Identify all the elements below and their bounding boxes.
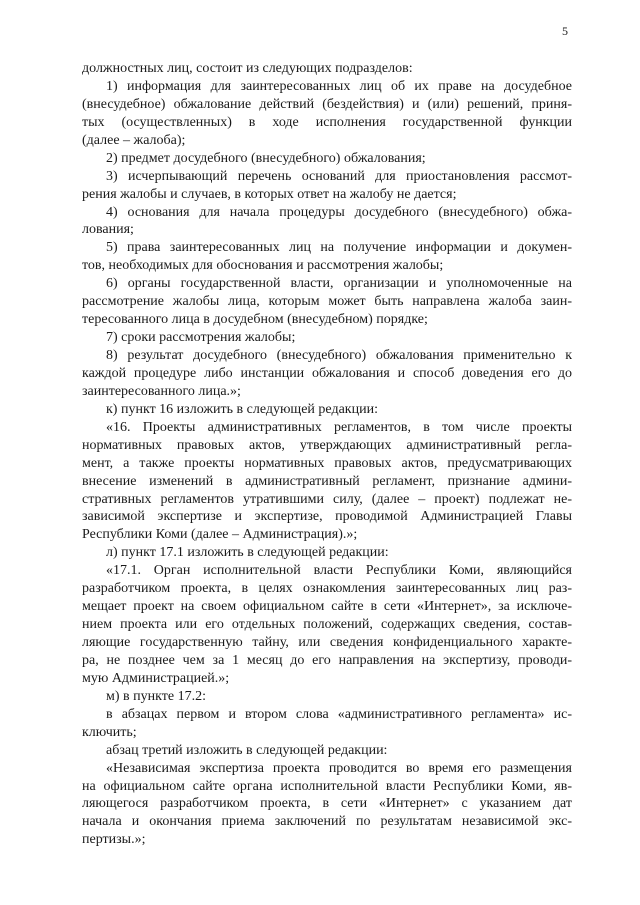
text-line: мент, а также проекты нормативных правовых актов, предусматривающих (82, 455, 572, 471)
text-line: тересованного лица в досудебном (внесудебном) порядке; (82, 312, 428, 328)
text-line: л) пункт 17.1 изложить в следующей редакции: (106, 545, 389, 561)
text-line: 4) основания для начала процедуры досудебного (внесудебного) обжа- (106, 204, 572, 220)
text-line: 3) исчерпывающий перечень оснований для приостановления рассмот- (106, 168, 572, 184)
text-line: абзац третий изложить в следующей редакции: (106, 742, 388, 758)
text-line: (внесудебное) обжалование действий (бездействия) и (или) решений, приня- (82, 96, 572, 112)
document-body (82, 60, 572, 849)
text-line: (далее – жалоба); (82, 132, 186, 148)
text-line: ключить; (82, 724, 137, 740)
text-line: начала и окончания приема заключений по результатам независимой экс- (82, 814, 572, 830)
text-line: мещает проект на своем официальном сайте в сети «Интернет», за исключе- (82, 599, 572, 615)
text-line: «16. Проекты административных регламентов, в том числе проекты (106, 419, 572, 435)
text-line: нием проекта или его отдельных положений, содержащих сведения, состав- (82, 617, 572, 633)
text-line: должностных лиц, состоит из следующих подразделов: (82, 61, 413, 76)
text-line: нормативных правовых актов, утверждающих административный регла- (82, 437, 572, 453)
text-line: ляющие государственную тайну, или сведения конфиденциального характе- (82, 635, 572, 650)
text-line: к) пункт 16 изложить в следующей редакции: (106, 401, 378, 417)
text-line: пертизы.»; (82, 832, 146, 848)
text-line: 6) органы государственной власти, организации и уполномоченные на (106, 276, 572, 292)
text-line: лования; (82, 222, 134, 238)
text-line: рения жалобы и случаев, в которых ответ на жалобу не дается; (82, 186, 457, 202)
text-line: в абзацах первом и втором слова «административного регламента» ис- (106, 706, 572, 722)
text-line: заинтересованного лица.»; (82, 383, 241, 399)
text-line: м) в пункте 17.2: (106, 688, 206, 704)
text-line: на официальном сайте органа исполнительной власти Республики Коми, яв- (82, 778, 572, 794)
page-number: 5 (562, 24, 568, 38)
text-line: стративных регламентов утратившими силу, (далее – проект) подлежат не- (82, 491, 572, 507)
text-line: мую Администрацией.»; (82, 670, 230, 686)
text-line: тых (осуществленных) в ходе исполнения государственной функции (82, 114, 572, 130)
text-line: 7) сроки рассмотрения жалобы; (106, 330, 296, 346)
text-line: зависимой экспертизе и экспертизе, проводимой Администрацией Главы (82, 509, 572, 525)
text-line: 5) права заинтересованных лиц на получение информации и докумен- (106, 240, 572, 256)
text-line: «Независимая экспертиза проекта проводится во время его размещения (106, 760, 572, 776)
text-line: внесение изменений в административный регламент, признание админи- (82, 473, 572, 489)
text-line: рассмотрение жалобы лица, которым может быть направлена жалоба заин- (82, 294, 572, 310)
text-line: 1) информация для заинтересованных лиц об их праве на досудебное (106, 78, 572, 94)
text-line: 2) предмет досудебного (внесудебного) обжалования; (106, 150, 426, 166)
text-line: тов, необходимых для обоснования и рассмотрения жалобы; (82, 258, 444, 274)
text-line: разработчиком проекта, в целях ознакомления заинтересованных лиц раз- (82, 581, 572, 597)
text-line: «17.1. Орган исполнительной власти Республики Коми, являющийся (106, 563, 572, 579)
text-line: ляющегося разработчиком проекта, в сети «Интернет» с указанием дат (82, 796, 572, 812)
text-line: каждой процедуре либо инстанции обжалования и способ доведения его до (82, 365, 572, 381)
text-line: ра, не позднее чем за 1 месяц до его направления на экспертизу, проводи- (82, 652, 572, 668)
text-line: 8) результат досудебного (внесудебного) обжалования применительно к (106, 348, 572, 363)
text-line: Республики Коми (далее – Администрация).»; (82, 527, 358, 543)
